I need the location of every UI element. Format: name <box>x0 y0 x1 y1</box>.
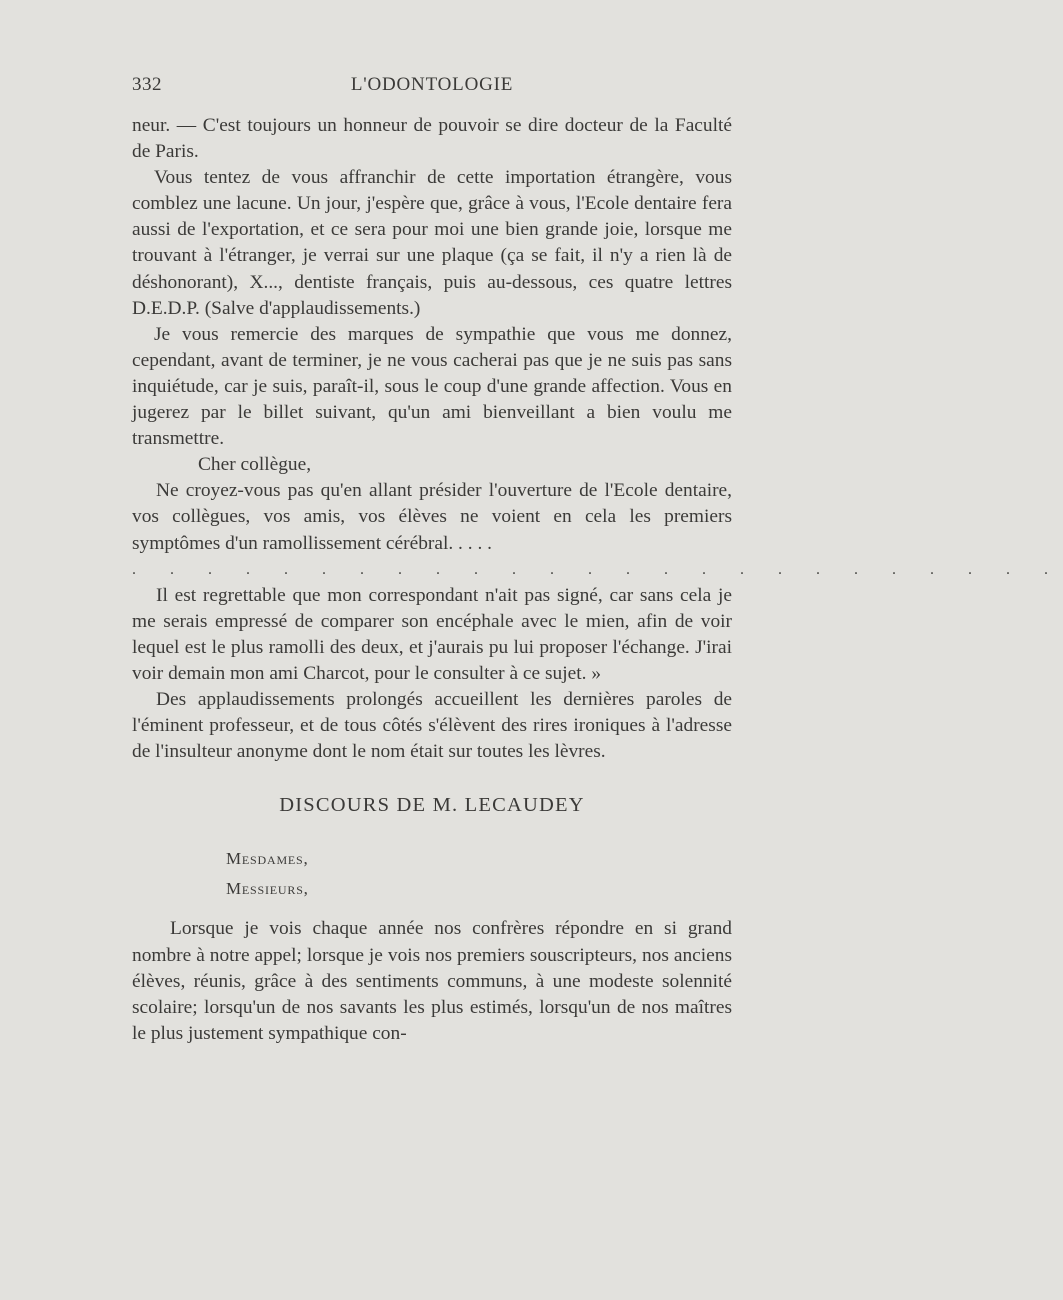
paragraph: Il est regrettable que mon correspondant n'ait pas signé, car sans cela je me serais empressé de comparer son encéphale avec le mien, afin de voir lequel est le plus ramolli des deux, et j'aurais pu lui proposer l'échange. J'irai voir demain mon ami Charcot, pour le consulter à ce sujet. » <box>132 584 732 684</box>
paragraph-continuation: neur. — C'est toujours un honneur de pouvoir se dire docteur de la Faculté de Paris. <box>132 115 732 163</box>
page-number: 332 <box>132 74 162 95</box>
salutation-line: Messieurs, <box>226 879 309 899</box>
ellipsis-line: . . . . . . . . . . . . . . . . . . . . . . . . . <box>132 560 1063 578</box>
letter-greeting: Cher collègue, <box>198 454 312 476</box>
page-body <box>132 113 1063 1047</box>
paragraph: Vous tentez de vous affranchir de cette importation étrangère, vous comblez une lacune. Un jour, j'espère que, grâce à vous, l'Ecole dentaire fera aussi de l'exportation, et ce sera pour moi une bien grande joie, lorsque me trouvant à l'étranger, je verrai sur une plaque (ça se fait, il n'y a rien là de déshonorant), X..., dentiste français, puis au-dessous, ces quatre lettres D.E.D.P. (Salve d'applaudissements.) <box>132 167 732 319</box>
running-title: L'ODONTOLOGIE <box>350 74 514 95</box>
salutation-line: Mesdames, <box>226 849 309 869</box>
salutation-block <box>132 844 732 904</box>
paragraph: Je vous remercie des marques de sympathie que vous me donnez, cependant, avant de terminer, je ne vous cacherai pas que je ne suis pas sans inquiétude, car je suis, paraît-il, sous le coup d'une grande affection. Vous en jugerez par le billet suivant, qu'un ami bienveillant a bien voulu me transmettre. <box>132 323 732 450</box>
paragraph: Des applaudissements prolongés accueillent les dernières paroles de l'éminent professeur, et de tous côtés s'élèvent des rires ironiques à l'adresse de l'insulteur anonyme dont le nom était sur toutes les lèvres. <box>132 689 732 763</box>
letter-body: Ne croyez-vous pas qu'en allant présider l'ouverture de l'Ecole dentaire, vos collègues, vos amis, vos élèves ne voient en cela les premiers symptômes d'un ramollissement cérébral. . . . . <box>132 480 732 554</box>
section-title: DISCOURS DE M. LECAUDEY <box>279 794 585 817</box>
page-header <box>132 74 732 104</box>
paragraph: Lorsque je vois chaque année nos confrères répondre en si grand nombre à notre appel; lorsque je vois nos premiers souscripteurs, nos anciens élèves, réunis, grâce à des sentiments communs, à une modeste solennité scolaire; lorsqu'un de nos savants les plus estimés, lorsqu'un de nos maîtres le plus justement sympathique con- <box>132 918 732 1044</box>
